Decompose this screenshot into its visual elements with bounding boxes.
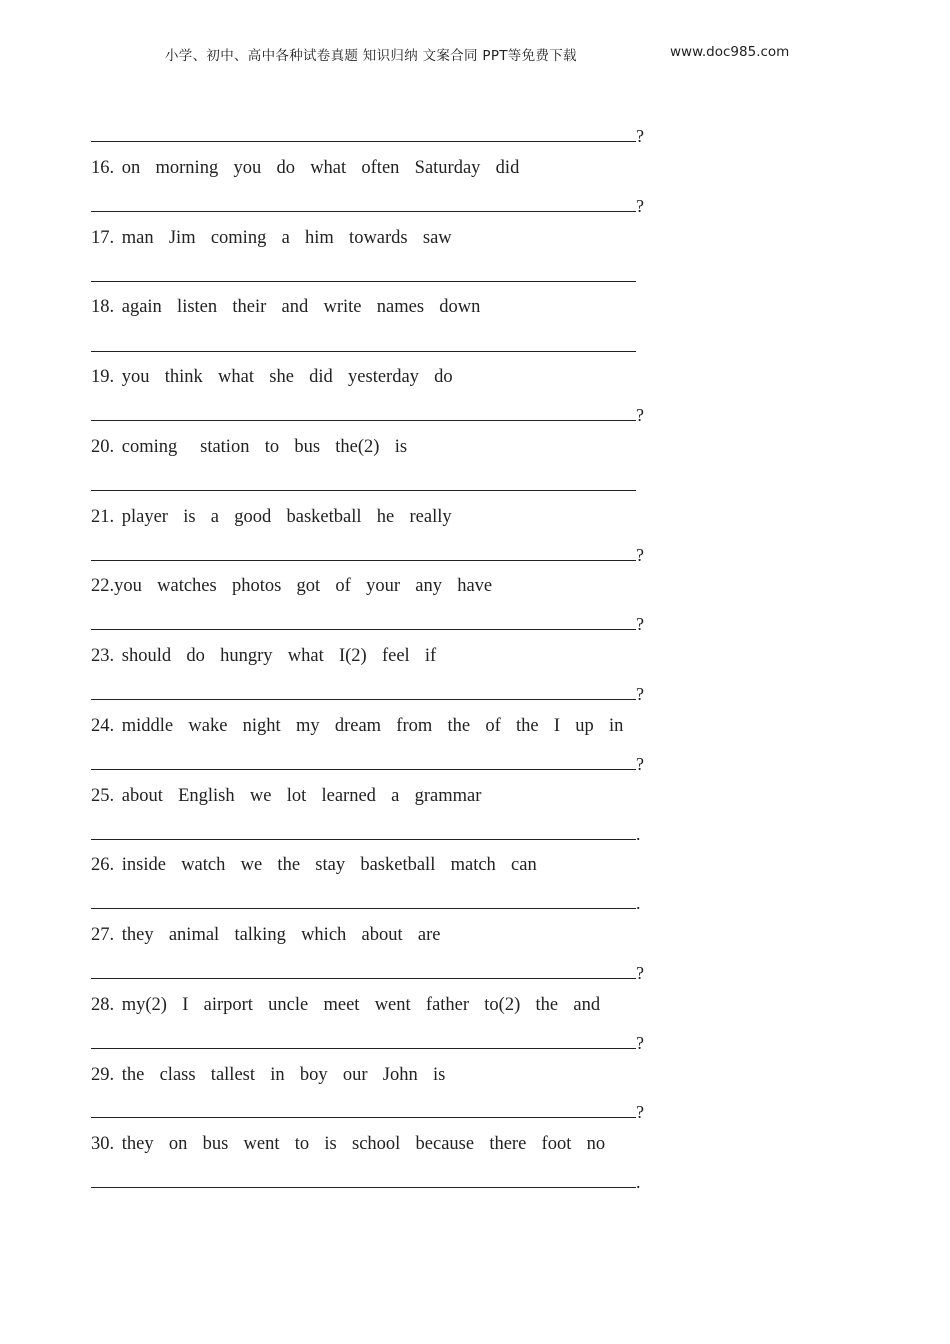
answer-punct: ? xyxy=(636,614,644,634)
answer-punct: . xyxy=(636,893,641,913)
answer-punct: ? xyxy=(636,545,644,565)
answer-underline xyxy=(91,1048,636,1049)
answer-line-29 xyxy=(91,1098,651,1122)
answer-line-21 xyxy=(91,541,651,565)
answer-underline xyxy=(91,490,636,491)
answer-underline xyxy=(91,1117,636,1118)
answer-line-16 xyxy=(91,192,651,216)
question-27: 27. they animal talking which about are xyxy=(91,925,441,945)
answer-line-27 xyxy=(91,959,651,983)
question-20: 20. coming station to bus the(2) is xyxy=(91,437,408,457)
question-21: 21. player is a good basketball he really xyxy=(91,507,452,527)
answer-underline xyxy=(91,351,636,352)
answer-line-30 xyxy=(91,1168,651,1192)
question-18: 18. again listen their and write names down xyxy=(91,297,481,317)
answer-line-24 xyxy=(91,750,651,774)
question-25: 25. about English we lot learned a grammar xyxy=(91,786,482,806)
answer-line-26 xyxy=(91,889,651,913)
answer-underline xyxy=(91,629,636,630)
answer-punct: ? xyxy=(636,1102,644,1122)
page-header xyxy=(0,44,950,68)
answer-punct: ? xyxy=(636,684,644,704)
answer-line-17 xyxy=(91,262,651,286)
question-19: 19. you think what she did yesterday do xyxy=(91,367,453,387)
answer-underline xyxy=(91,1187,636,1188)
answer-punct: . xyxy=(636,824,641,844)
answer-line-19 xyxy=(91,401,651,425)
question-29: 29. the class tallest in boy our John is xyxy=(91,1065,446,1085)
answer-underline xyxy=(91,141,636,142)
answer-underline xyxy=(91,281,636,282)
question-22: 22.you watches photos got of your any have xyxy=(91,576,493,596)
question-30: 30. they on bus went to is school because there foot no xyxy=(91,1134,606,1154)
answer-line-18 xyxy=(91,332,651,356)
answer-underline xyxy=(91,978,636,979)
answer-underline xyxy=(91,769,636,770)
question-24: 24. middle wake night my dream from the of the I up in xyxy=(91,716,624,736)
answer-punct: ? xyxy=(636,1033,644,1053)
answer-punct: ? xyxy=(636,754,644,774)
answer-underline xyxy=(91,908,636,909)
answer-line-22 xyxy=(91,610,651,634)
question-16: 16. on morning you do what often Saturday did xyxy=(91,158,520,178)
answer-line-15 xyxy=(91,122,651,146)
answer-underline xyxy=(91,560,636,561)
answer-line-20 xyxy=(91,471,651,495)
question-26: 26. inside watch we the stay basketball match can xyxy=(91,855,537,875)
answer-punct: ? xyxy=(636,963,644,983)
answer-punct: ? xyxy=(636,405,644,425)
answer-punct: ? xyxy=(636,196,644,216)
answer-line-28 xyxy=(91,1029,651,1053)
answer-punct: ? xyxy=(636,126,644,146)
header-url: www.doc985.com xyxy=(670,44,790,60)
question-17: 17. man Jim coming a him towards saw xyxy=(91,228,452,248)
answer-line-25 xyxy=(91,820,651,844)
question-28: 28. my(2) I airport uncle meet went father to(2) the and xyxy=(91,995,601,1015)
question-23: 23. should do hungry what I(2) feel if xyxy=(91,646,437,666)
answer-underline xyxy=(91,420,636,421)
answer-line-23 xyxy=(91,680,651,704)
answer-underline xyxy=(91,211,636,212)
answer-underline xyxy=(91,839,636,840)
answer-punct: . xyxy=(636,1172,641,1192)
answer-underline xyxy=(91,699,636,700)
header-text: 小学、初中、高中各种试卷真题 知识归纳 文案合同 PPT等免费下载 xyxy=(165,48,577,64)
